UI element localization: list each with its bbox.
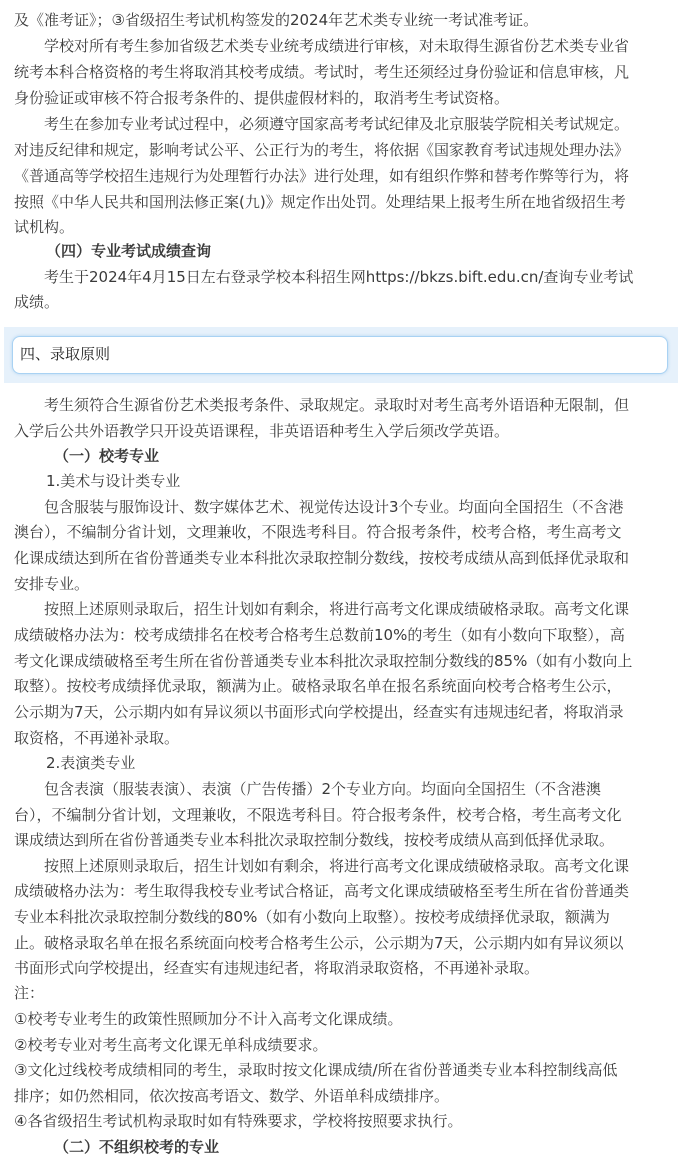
paragraph-line: 书面形式向学校提出，经查实有违规违纪者，将取消录取资格，不再递补录取。 <box>14 959 540 977</box>
paragraph-line: 成绩破格办法为：考生取得我校专业考试合格证，高考文化课成绩破格至考生所在省份普通类 <box>14 882 630 900</box>
paragraph-line: 课成绩达到所在省份普通类专业本科批次录取控制分数线，按校考成绩从高到低择优录取。 <box>14 831 615 849</box>
intro-line: 考生在参加专业考试过程中，必须遵守国家高考考试纪律及北京服装学院相关考试规定。 <box>44 115 630 133</box>
query-line: 考生于2024年4月15日左右登录学校本科招生网https://bkzs.bift.edu.cn/查询专业考试 <box>44 268 634 286</box>
note-item: 排序；如仍然相同，依次按高考语文、数学、外语单科成绩排序。 <box>14 1087 450 1105</box>
intro-line: 及《准考证》；③省级招生考试机构签发的2024年艺术类专业统一考试准考证。 <box>14 11 539 29</box>
paragraph-line: 取资格，不再递补录取。 <box>14 729 180 747</box>
paragraph-line: 入学后公共外语教学只开设英语课程，非英语语种考生入学后须改学英语。 <box>14 422 510 440</box>
note-item: ②校考专业对考生高考文化课无单科成绩要求。 <box>14 1036 328 1054</box>
subheading-art-design: 1.美术与设计类专业 <box>46 472 181 490</box>
intro-line: 统考本科合格资格的考生将取消其校考成绩。考试时，考生还须经过身份验证和信息审核，凡 <box>14 63 630 81</box>
section-header <box>12 336 668 374</box>
note-item: ①校考专业考生的政策性照顾加分不计入高考文化课成绩。 <box>14 1010 403 1028</box>
paragraph-line: 澳台），不编制分省计划，文理兼收，不限选考科目。符合报考条件，校考合格，考生高考文 <box>14 523 622 541</box>
section-title: 四、录取原则 <box>20 345 111 363</box>
paragraph-line: 化课成绩达到所在省份普通类专业本科批次录取控制分数线，按校考成绩从高到低择优录取和 <box>14 549 630 567</box>
note-label: 注： <box>14 984 45 1002</box>
paragraph-line: 止。破格录取名单在报名系统面向校考合格考生公示，公示期为7天，公示期内如有异议须以 <box>14 934 624 952</box>
subheading-performance: 2.表演类专业 <box>46 754 136 772</box>
paragraph-line: 考生须符合生源省份艺术类报考条件、录取规定。录取时对考生高考外语语种无限制，但 <box>44 396 630 414</box>
intro-line: 《普通高等学校招生违规行为处理暂行办法》进行处理，如有组织作弊和替考作弊等行为，将 <box>14 167 630 185</box>
paragraph-line: 台），不编制分省计划，文理兼收，不限选考科目。符合报考条件，校考合格，考生高考文化 <box>14 806 622 824</box>
intro-line: 学校对所有考生参加省级艺术类专业统考成绩进行审核，对未取得生源省份艺术类专业省 <box>44 37 630 55</box>
query-line: 成绩。 <box>14 293 60 311</box>
paragraph-line: 按照上述原则录取后，招生计划如有剩余，将进行高考文化课成绩破格录取。高考文化课 <box>44 857 630 875</box>
heading-school-exam: （一）校考专业 <box>54 447 160 465</box>
paragraph-line: 取整）。按校考成绩择优录取，额满为止。破格录取名单在报名系统面向校考合格考生公示， <box>14 677 622 695</box>
heading-score-query: （四）专业考试成绩查询 <box>46 242 212 260</box>
paragraph-line: 包含服装与服饰设计、数字媒体艺术、视觉传达设计3个专业。均面向全国招生（不含港 <box>44 498 624 516</box>
paragraph-line: 考文化课成绩破格至考生所在省份普通类专业本科批次录取控制分数线的85%（如有小数向上 <box>14 652 633 670</box>
paragraph-line: 专业本科批次录取控制分数线的80%（如有小数向上取整）。按校考成绩择优录取，额满为 <box>14 908 610 926</box>
intro-line: 对违反纪律和规定，影响考试公平、公正行为的考生，将依据《国家教育考试违规处理办法》 <box>14 141 630 159</box>
intro-line: 身份验证或审核不符合报考条件的、提供虚假材料的，取消考生考试资格。 <box>14 89 510 107</box>
paragraph-line: 安排专业。 <box>14 575 90 593</box>
paragraph-line: 按照上述原则录取后，招生计划如有剩余，将进行高考文化课成绩破格录取。高考文化课 <box>44 600 630 618</box>
paragraph-line: 公示期为7天，公示期内如有异议须以书面形式向学校提出，经查实有违规违纪者，将取消录 <box>14 703 624 721</box>
intro-line: 试机构。 <box>14 218 75 236</box>
paragraph-line: 包含表演（服装表演）、表演（广告传播）2个专业方向。均面向全国招生（不含港澳 <box>44 780 602 798</box>
note-item: ③文化过线校考成绩相同的考生，录取时按文化课成绩/所在省份普通类专业本科控制线高低 <box>14 1061 618 1079</box>
paragraph-line: 成绩破格办法为：校考成绩排名在校考合格考生总数前10%的考生（如有小数向下取整），高 <box>14 626 625 644</box>
heading-non-school-exam: （二）不组织校考的专业 <box>54 1138 220 1156</box>
intro-line: 按照《中华人民共和国刑法修正案(九)》规定作出处罚。处理结果上报考生所在地省级招生考 <box>14 193 626 211</box>
note-item: ④各省级招生考试机构录取时如有特殊要求，学校将按照要求执行。 <box>14 1112 463 1130</box>
